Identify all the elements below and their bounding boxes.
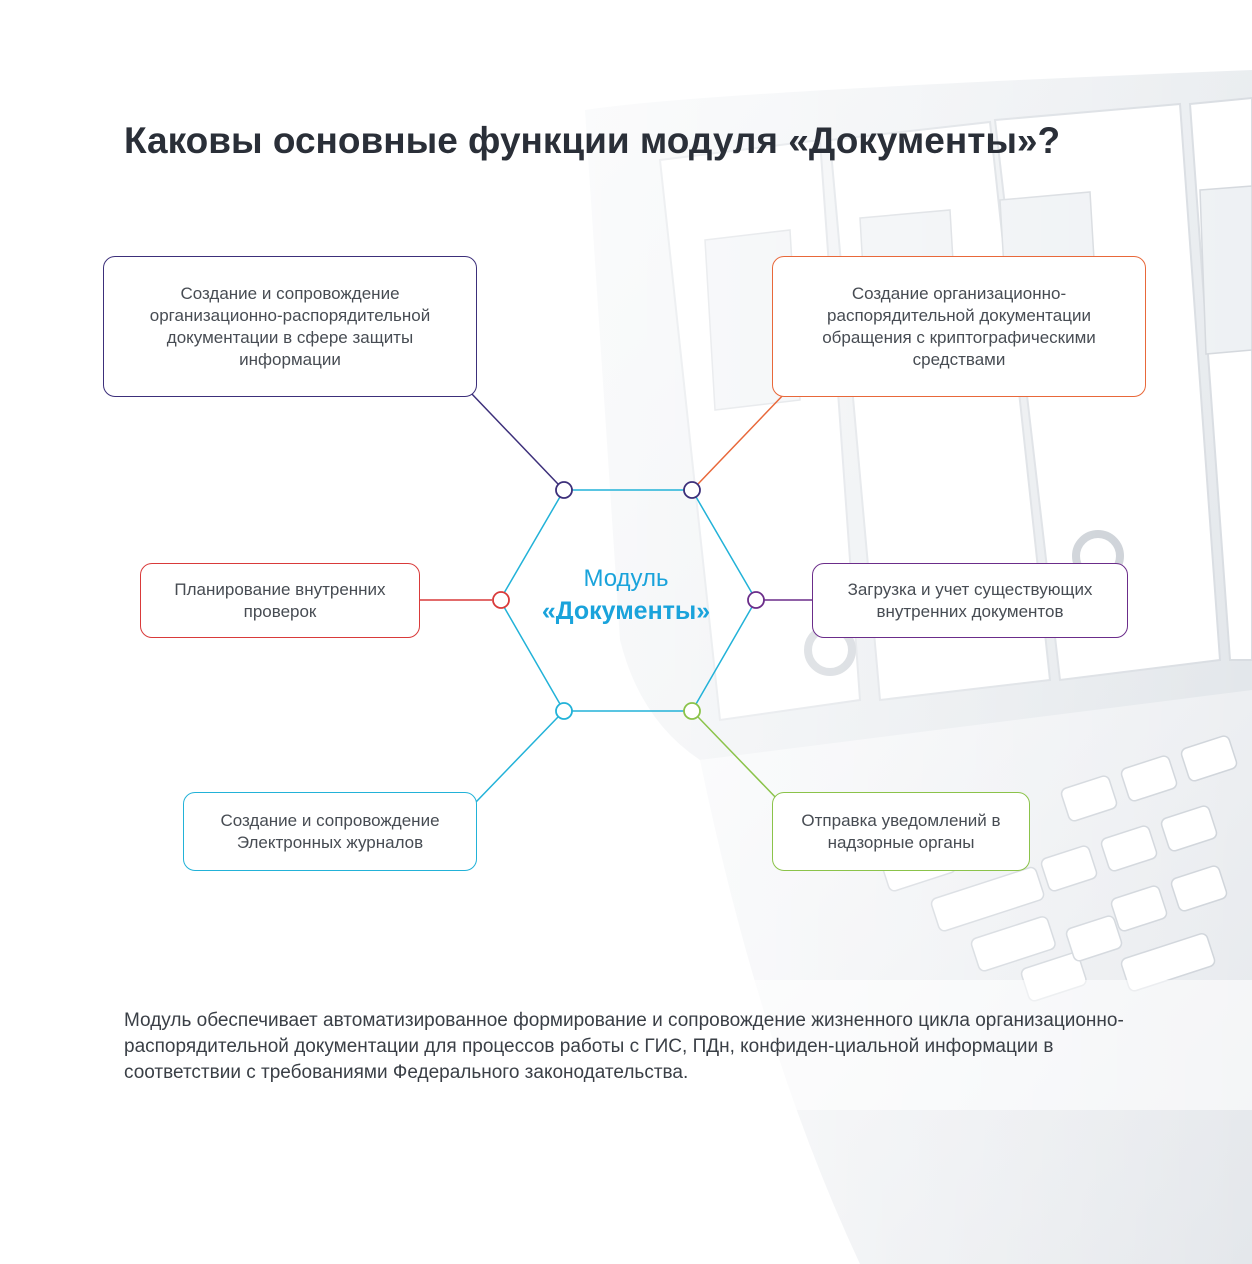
connector-top-right <box>698 392 786 484</box>
function-label: Отправка уведомлений в надзорные органы <box>801 810 1001 852</box>
center-label-line2: «Документы» <box>541 597 711 625</box>
connector-top-left <box>470 392 558 484</box>
function-box-electronic-journals <box>183 792 477 871</box>
node-bottom-left <box>556 703 572 719</box>
function-label: Создание и сопровождение Электронных журналов <box>220 810 440 852</box>
node-middle-left <box>493 592 509 608</box>
center-module-label <box>508 563 744 627</box>
connector-bottom-left <box>476 717 558 802</box>
module-description: Модуль обеспечивает автоматизированное формирование и сопровождение жизненного цикла организационно-распорядительной документации для процессов работы с ГИС, ПДн, конфиден-циальной информации в соответствии с требованиями Федерального законодательства. <box>124 1010 1124 1083</box>
function-label: Загрузка и учет существующих внутренних документов <box>847 579 1093 621</box>
connector-bottom-right <box>698 717 780 802</box>
function-box-crypto-docs <box>772 256 1146 397</box>
node-top-left <box>556 482 572 498</box>
page-title: Каковы основные функции модуля «Документы»? <box>124 120 1061 161</box>
node-bottom-right <box>684 703 700 719</box>
function-label: Создание и сопровождение организационно-распорядительной документации в сфере защиты информации <box>149 283 431 369</box>
center-label-line1: Модуль <box>583 565 669 592</box>
function-box-internal-audits <box>140 563 420 638</box>
function-label: Планирование внутренних проверок <box>174 579 386 621</box>
node-top-right <box>684 482 700 498</box>
function-label: Создание организационно-распорядительной документации обращения с криптографическими средствами <box>822 283 1096 369</box>
node-middle-right <box>748 592 764 608</box>
function-box-upload-documents <box>812 563 1128 638</box>
function-box-protection-docs <box>103 256 477 397</box>
function-box-notifications <box>772 792 1030 871</box>
